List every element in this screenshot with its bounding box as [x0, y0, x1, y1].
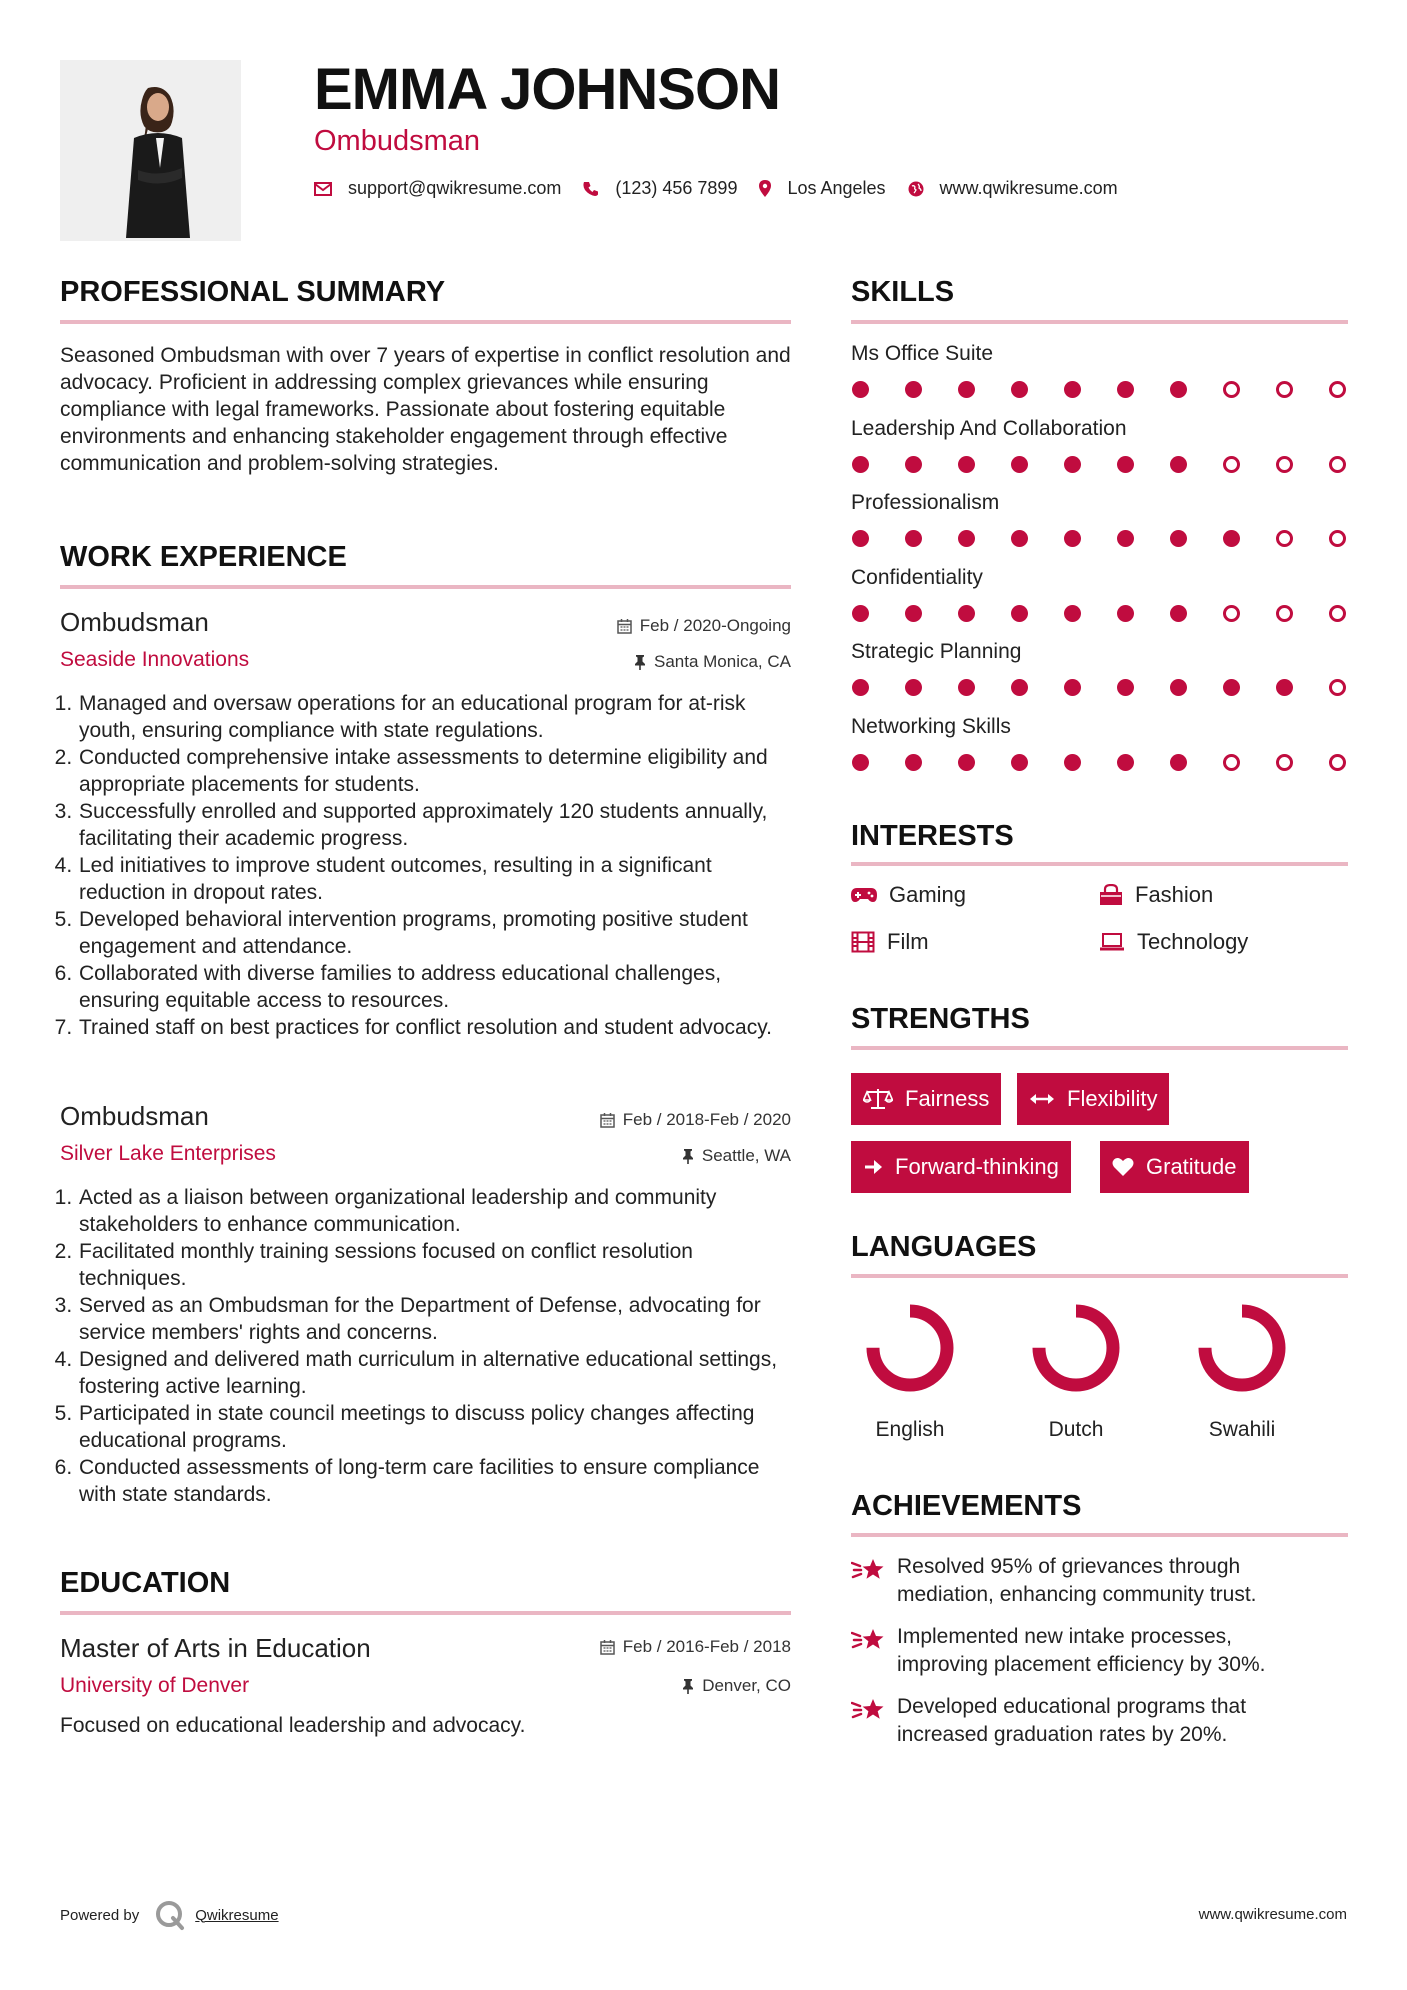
summary-divider — [60, 320, 791, 324]
job-title: Ombudsman — [60, 607, 209, 637]
arrow-right-icon — [863, 1158, 883, 1176]
interest-gaming — [851, 882, 966, 908]
rating-dot-filled — [958, 456, 975, 473]
rating-dot-filled — [905, 456, 922, 473]
strength-fairness — [851, 1073, 1001, 1125]
rating-dot-filled — [1223, 530, 1240, 547]
rating-dot-empty — [1276, 381, 1293, 398]
strengths-heading: STRENGTHS — [851, 1003, 1030, 1035]
globe-icon — [908, 181, 924, 197]
strength-label: Flexibility — [1067, 1086, 1158, 1111]
rating-dot-filled — [1011, 679, 1028, 696]
rating-dot-filled — [905, 679, 922, 696]
rating-dot-empty — [1276, 530, 1293, 547]
skill-rating — [852, 456, 1346, 473]
list-item: 4. Designed and delivered math curriculum in alternative educational settings, fostering active learning. — [78, 1346, 795, 1400]
contact-phone-text: (123) 456 7899 — [615, 178, 738, 198]
rating-dot-filled — [958, 530, 975, 547]
job-location — [491, 652, 791, 672]
shooting-star-icon — [851, 1695, 885, 1723]
skill-name: Strategic Planning — [851, 640, 1022, 663]
rating-dot-filled — [958, 605, 975, 622]
rating-dot-filled — [1170, 605, 1187, 622]
contact-location-text: Los Angeles — [787, 178, 886, 198]
job-company: Silver Lake Enterprises — [60, 1142, 276, 1165]
language-name: Dutch — [1048, 1418, 1104, 1441]
list-item: 1. Acted as a liaison between organizational leadership and community stakeholders to enhance communication. — [78, 1184, 795, 1238]
list-item: 2. Facilitated monthly training sessions focused on conflict resolution techniques. — [78, 1238, 795, 1292]
list-item: 3. Served as an Ombudsman for the Department of Defense, advocating for service members' rights and concerns. — [78, 1292, 795, 1346]
film-icon — [851, 931, 875, 953]
rating-dot-filled — [1170, 456, 1187, 473]
education-description: Focused on educational leadership and advocacy. — [60, 1714, 526, 1737]
rating-dot-filled — [1170, 679, 1187, 696]
language-gauge-arc — [1205, 1311, 1279, 1385]
rating-dot-filled — [958, 754, 975, 771]
interests-heading: INTERESTS — [851, 820, 1014, 852]
interest-label: Gaming — [889, 882, 967, 907]
strength-label: Gratitude — [1146, 1154, 1237, 1179]
rating-dot-filled — [852, 381, 869, 398]
footer-website[interactable]: www.qwikresume.com — [1198, 1906, 1347, 1923]
rating-dot-filled — [852, 754, 869, 771]
education-location — [491, 1676, 791, 1696]
job-location — [491, 1146, 791, 1166]
calendar-icon — [600, 1639, 615, 1655]
language-name: Swahili — [1208, 1418, 1276, 1441]
rating-dot-empty — [1223, 754, 1240, 771]
rating-dot-filled — [1064, 381, 1081, 398]
rating-dot-filled — [1011, 530, 1028, 547]
rating-dot-filled — [1064, 605, 1081, 622]
candidate-name: EMMA JOHNSON — [314, 57, 780, 122]
skill-rating — [852, 530, 1346, 547]
rating-dot-filled — [1223, 679, 1240, 696]
rating-dot-filled — [958, 679, 975, 696]
skills-divider — [851, 320, 1348, 324]
contact-location — [759, 178, 885, 199]
rating-dot-empty — [1223, 381, 1240, 398]
education-degree: Master of Arts in Education — [60, 1633, 371, 1663]
rating-dot-filled — [1170, 754, 1187, 771]
calendar-icon — [600, 1112, 615, 1128]
rating-dot-empty — [1223, 456, 1240, 473]
gamepad-icon — [851, 887, 877, 903]
rating-dot-filled — [1064, 530, 1081, 547]
pushpin-icon — [634, 654, 646, 670]
strength-flexibility — [1017, 1073, 1169, 1125]
rating-dot-empty — [1223, 605, 1240, 622]
list-item: 6. Collaborated with diverse families to address educational challenges, ensuring equitable access to resources. — [78, 960, 795, 1014]
pushpin-icon — [682, 1148, 694, 1164]
rating-dot-filled — [1117, 605, 1134, 622]
rating-dot-filled — [905, 381, 922, 398]
interest-technology — [1099, 929, 1248, 955]
language-gauge-arc — [873, 1311, 947, 1385]
rating-dot-filled — [852, 679, 869, 696]
job-dates — [491, 616, 791, 636]
summary-text: Seasoned Ombudsman with over 7 years of expertise in conflict resolution and advocacy. Proficient in addressing complex grievances while ensuring compliance with legal frameworks. Passionate about fostering equitable environments and enhancing stakeholder engagement through effective communication and problem-solving strategies. — [60, 344, 791, 475]
strengths-divider — [851, 1046, 1348, 1050]
map-pin-icon — [759, 180, 771, 197]
language-gauge — [1194, 1300, 1290, 1396]
contact-phone[interactable] — [583, 178, 737, 199]
rating-dot-empty — [1329, 754, 1346, 771]
rating-dot-filled — [1276, 679, 1293, 696]
languages-heading: LANGUAGES — [851, 1231, 1037, 1263]
job-title: Ombudsman — [60, 1101, 209, 1131]
candidate-role: Ombudsman — [314, 125, 481, 157]
footer-powered-by — [60, 1898, 279, 1932]
job-location-text: Seattle, WA — [701, 1146, 791, 1165]
laptop-icon — [1099, 932, 1125, 952]
rating-dot-filled — [1117, 754, 1134, 771]
job-dates-text: Feb / 2020-Ongoing — [639, 616, 791, 635]
education-heading: EDUCATION — [60, 1567, 231, 1599]
rating-dot-empty — [1276, 456, 1293, 473]
rating-dot-filled — [1117, 679, 1134, 696]
interest-label: Fashion — [1135, 882, 1214, 907]
skill-name: Confidentiality — [851, 565, 983, 589]
rating-dot-empty — [1329, 605, 1346, 622]
heart-icon — [1112, 1157, 1134, 1177]
rating-dot-empty — [1329, 456, 1346, 473]
education-dates — [491, 1637, 791, 1657]
rating-dot-filled — [1064, 754, 1081, 771]
education-location-text: Denver, CO — [702, 1676, 791, 1695]
language-item — [827, 1300, 993, 1442]
rating-dot-filled — [852, 605, 869, 622]
education-divider — [60, 1611, 791, 1615]
skill-rating — [852, 679, 1346, 696]
achievement-item — [851, 1623, 1317, 1679]
rating-dot-filled — [905, 754, 922, 771]
list-item: 5. Developed behavioral intervention programs, promoting positive student engagement and attendance. — [78, 906, 795, 960]
rating-dot-filled — [1011, 605, 1028, 622]
list-item: 1. Managed and oversaw operations for an educational program for at-risk youth, ensuring compliance with state regulations. — [78, 690, 795, 744]
rating-dot-filled — [1117, 456, 1134, 473]
rating-dot-filled — [852, 456, 869, 473]
list-item: 3. Successfully enrolled and supported approximately 120 students annually, facilitating their academic progress. — [78, 798, 795, 852]
job-responsibilities — [60, 690, 795, 1041]
contact-email[interactable] — [314, 178, 561, 199]
contact-website-text: www.qwikresume.com — [939, 178, 1118, 198]
interests-divider — [851, 862, 1348, 866]
job-company: Seaside Innovations — [60, 648, 250, 671]
rating-dot-empty — [1276, 754, 1293, 771]
profile-photo — [60, 60, 241, 241]
shopping-bag-icon — [1099, 884, 1123, 906]
language-item — [993, 1300, 1159, 1442]
interest-label: Film — [887, 929, 929, 954]
scale-icon — [863, 1088, 893, 1110]
rating-dot-filled — [1011, 456, 1028, 473]
summary-heading: PROFESSIONAL SUMMARY — [60, 276, 446, 308]
list-item: 5. Participated in state council meetings to discuss policy changes affecting educational programs. — [78, 1400, 795, 1454]
pushpin-icon — [682, 1678, 694, 1694]
rating-dot-filled — [1170, 530, 1187, 547]
language-gauge — [1028, 1300, 1124, 1396]
achievement-text: Developed educational programs that increased graduation rates by 20%. — [897, 1695, 1247, 1746]
rating-dot-empty — [1329, 679, 1346, 696]
rating-dot-empty — [1329, 381, 1346, 398]
rating-dot-filled — [905, 530, 922, 547]
shooting-star-icon — [851, 1625, 885, 1653]
phone-icon — [583, 181, 599, 197]
achievements-divider — [851, 1533, 1348, 1537]
qwikresume-logo-icon — [153, 1898, 187, 1932]
rating-dot-filled — [958, 381, 975, 398]
education-school: University of Denver — [60, 1674, 250, 1697]
achievement-text: Resolved 95% of grievances through mediation, enhancing community trust. — [897, 1555, 1257, 1606]
job-dates — [491, 1110, 791, 1130]
rating-dot-empty — [1329, 530, 1346, 547]
strength-forward-thinking — [851, 1141, 1071, 1193]
skill-rating — [852, 381, 1346, 398]
achievements-heading: ACHIEVEMENTS — [851, 1490, 1082, 1522]
experience-divider — [60, 585, 791, 589]
rating-dot-filled — [1011, 754, 1028, 771]
rating-dot-filled — [1117, 381, 1134, 398]
rating-dot-filled — [1064, 456, 1081, 473]
rating-dot-filled — [1170, 381, 1187, 398]
languages-divider — [851, 1274, 1348, 1278]
skill-name: Leadership And Collaboration — [851, 416, 1127, 440]
contact-website[interactable] — [908, 178, 1118, 199]
language-gauge-arc — [1039, 1311, 1113, 1385]
list-item: 4. Led initiatives to improve student outcomes, resulting in a significant reduction in dropout rates. — [78, 852, 795, 906]
rating-dot-filled — [905, 605, 922, 622]
strength-gratitude — [1100, 1141, 1249, 1193]
language-gauge — [862, 1300, 958, 1396]
achievement-item — [851, 1553, 1317, 1609]
skill-name: Networking Skills — [851, 714, 1011, 738]
strength-label: Fairness — [905, 1086, 990, 1111]
experience-heading: WORK EXPERIENCE — [60, 541, 347, 573]
shooting-star-icon — [851, 1555, 885, 1583]
powered-by-label: Powered by — [60, 1906, 140, 1924]
rating-dot-filled — [852, 530, 869, 547]
list-item: 2. Conducted comprehensive intake assessments to determine eligibility and appropriate placements for students. — [78, 744, 795, 798]
achievement-text: Implemented new intake processes, improving placement efficiency by 30%. — [897, 1625, 1266, 1676]
footer-brand-link[interactable]: Qwikresume — [195, 1906, 279, 1924]
skill-name: Ms Office Suite — [851, 342, 993, 365]
achievement-item — [851, 1693, 1317, 1749]
rating-dot-empty — [1276, 605, 1293, 622]
job-dates-text: Feb / 2018-Feb / 2020 — [622, 1110, 791, 1129]
education-dates-text: Feb / 2016-Feb / 2018 — [622, 1637, 791, 1656]
skill-name: Professionalism — [851, 491, 1000, 514]
list-item: 7. Trained staff on best practices for conflict resolution and student advocacy. — [78, 1014, 795, 1041]
interest-fashion — [1099, 882, 1213, 908]
skills-heading: SKILLS — [851, 276, 955, 308]
language-item — [1159, 1300, 1325, 1442]
contact-email-text: support@qwikresume.com — [348, 178, 562, 198]
job-responsibilities — [60, 1184, 795, 1508]
list-item: 6. Conducted assessments of long-term care facilities to ensure compliance with state standards. — [78, 1454, 795, 1508]
skill-rating — [852, 605, 1346, 622]
strength-label: Forward-thinking — [895, 1154, 1059, 1179]
interest-label: Technology — [1137, 929, 1249, 954]
rating-dot-filled — [1011, 381, 1028, 398]
envelope-icon — [314, 182, 332, 196]
arrows-horizontal-icon — [1029, 1092, 1055, 1106]
calendar-icon — [617, 618, 632, 634]
interest-film — [851, 929, 929, 955]
contact-bar — [314, 178, 1140, 199]
job-location-text: Santa Monica, CA — [653, 652, 791, 671]
rating-dot-filled — [1064, 679, 1081, 696]
rating-dot-filled — [1117, 530, 1134, 547]
skill-rating — [852, 754, 1346, 771]
language-name: English — [875, 1418, 945, 1441]
